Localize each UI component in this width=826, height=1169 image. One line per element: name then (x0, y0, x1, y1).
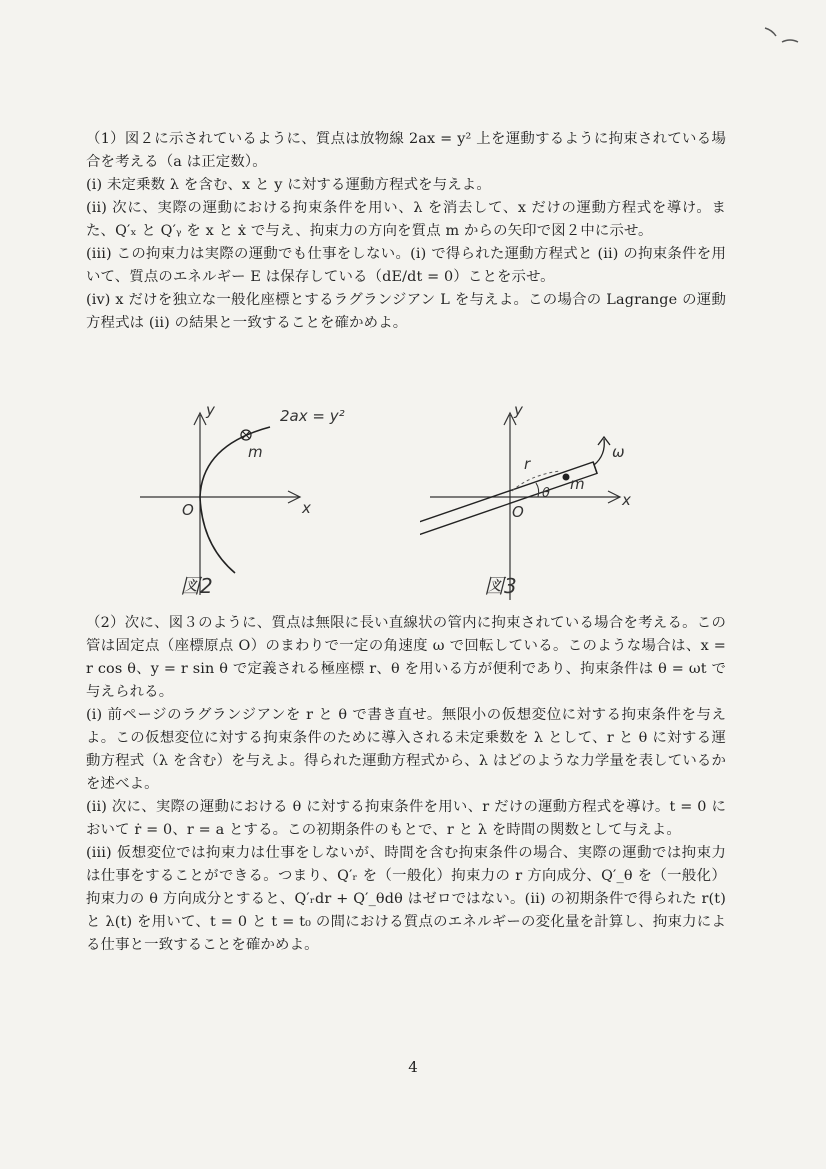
corner-pencil-mark (760, 20, 820, 60)
fig2-x-label: x (302, 499, 311, 517)
page-number: 4 (408, 1058, 418, 1076)
fig3-r-label: r (524, 455, 531, 473)
figure2-diagram (120, 395, 420, 605)
part2-section (86, 612, 726, 957)
figure3-diagram (420, 395, 720, 605)
fig3-theta-label: θ (542, 486, 550, 501)
fig2-curve-label: 2ax = y² (280, 407, 345, 425)
fig3-x-label: x (622, 491, 631, 509)
fig3-mass-point (563, 474, 570, 481)
part2-question-ii: (ii) 次に、実際の運動における θ に対する拘束条件を用い、r だけの運動方程式を導け。t = 0 において ṙ = 0、r = a とする。この初期条件のもとで、r と λ を時間の関数として与えよ。 (86, 799, 726, 838)
fig3-mass-label: m (570, 475, 585, 493)
figures-area (120, 395, 740, 605)
fig3-y-label: y (514, 401, 523, 419)
fig2-origin-label: O (182, 501, 194, 519)
fig2-mass-label: m (248, 443, 263, 461)
part1-section (86, 128, 726, 335)
fig3-omega-label: ω (612, 443, 625, 461)
part1-intro: （1）図２に示されているように、質点は放物線 2ax = y² 上を運動するように拘束されている場合を考える（a は正定数）。 (86, 131, 726, 170)
part2-intro: （2）次に、図３のように、質点は無限に長い直線状の管内に拘束されている場合を考える。この管は固定点（座標原点 O）のまわりで一定の角速度 ω で回転している。このような場合は、x = r cos θ、y = r sin θ で定義される極座標 r、θ を用いる方が便利であり、拘束条件は θ = ωt で与えられる。 (86, 615, 726, 700)
fig3-origin-label: O (512, 503, 524, 521)
fig2-caption: 図2 (180, 574, 213, 598)
part2-question-iii: (iii) 仮想変位では拘束力は仕事をしないが、時間を含む拘束条件の場合、実際の運動では拘束力は仕事をすることができる。つまり、Q′ᵣ を（一般化）拘束力の r 方向成分、Q′_θ を（一般化）拘束力の θ 方向成分とすると、Q′ᵣdr + Q′_θdθ はゼロではない。(ii) の初期条件で得られた r(t) と λ(t) を用いて、t = 0 と t = t₀ の間における質点のエネルギーの変化量を計算し、拘束力による仕事と一致することを確かめよ。 (86, 845, 726, 953)
part1-question-iii: (iii) この拘束力は実際の運動でも仕事をしない。(i) で得られた運動方程式と (ii) の拘束条件を用いて、質点のエネルギー E は保存している（dE/dt = 0）ことを示せ。 (86, 246, 726, 285)
part2-question-i: (i) 前ページのラグランジアンを r と θ で書き直せ。無限小の仮想変位に対する拘束条件を与えよ。この仮想変位に対する拘束条件のために導入される未定乗数を λ として、r と θ に対する運動方程式（λ を含む）を与えよ。得られた運動方程式から、λ はどのような力学量を表しているかを述べよ。 (86, 707, 726, 792)
fig3-caption: 図3 (484, 574, 517, 598)
part1-question-ii: (ii) 次に、実際の運動における拘束条件を用い、λ を消去して、x だけの運動方程式を導け。また、Q′ₓ と Q′ᵧ を x と ẋ で与え、拘束力の方向を質点 m からの矢印で図２中に示せ。 (86, 200, 726, 239)
part1-question-iv: (iv) x だけを独立な一般化座標とするラグランジアン L を与えよ。この場合の Lagrange の運動方程式は (ii) の結果と一致することを確かめよ。 (86, 292, 726, 331)
part1-question-i: (i) 未定乗数 λ を含む、x と y に対する運動方程式を与えよ。 (86, 177, 491, 193)
fig2-y-label: y (206, 401, 215, 419)
